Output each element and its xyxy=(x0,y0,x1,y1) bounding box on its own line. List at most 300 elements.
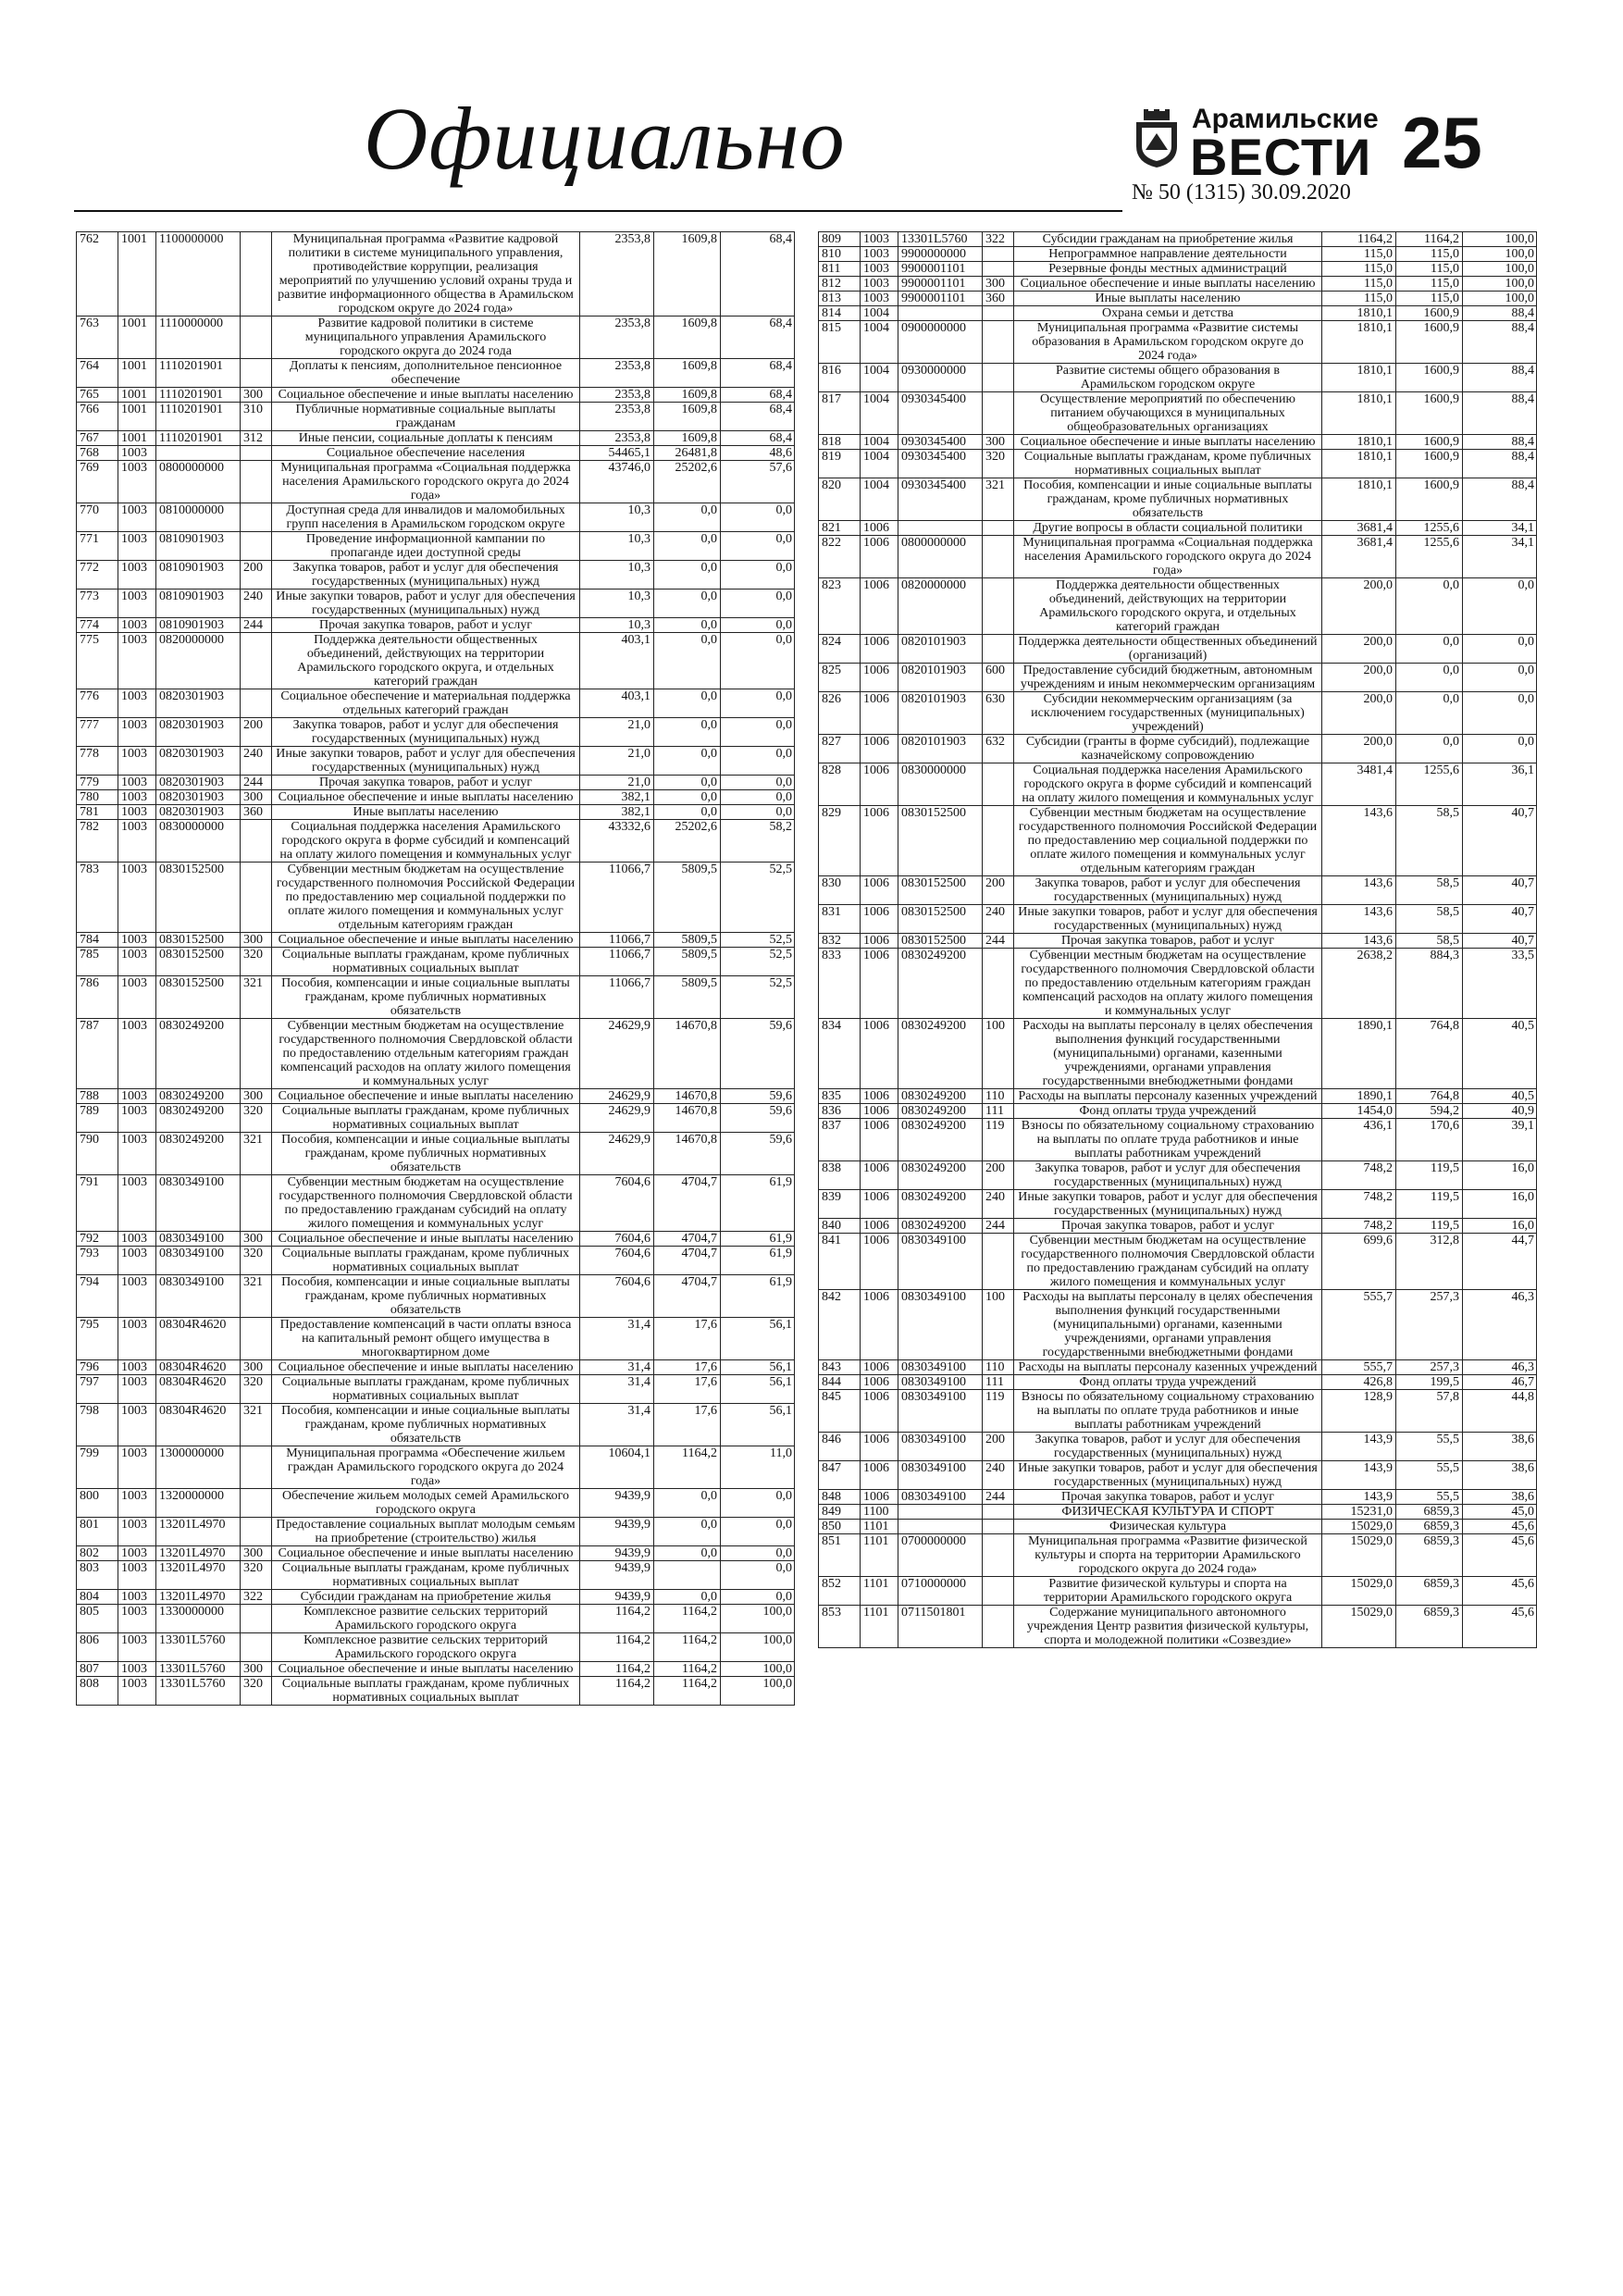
executed-amount: 1600,9 xyxy=(1396,364,1463,392)
executed-amount: 55,5 xyxy=(1396,1461,1463,1490)
planned-amount: 11066,7 xyxy=(580,976,654,1019)
expense-name: Муниципальная программа «Развитие кадровой политики в системе муниципального управления, противодействие коррупции, реализация мероприятий по улучшению условий охраны труда и развитие информационного общества в Арамильском городском округе до 2024 года» xyxy=(272,232,580,316)
table-row xyxy=(77,863,795,933)
row-number: 817 xyxy=(819,392,861,435)
executed-amount: 6859,3 xyxy=(1396,1606,1463,1648)
executed-amount: 0,0 xyxy=(1396,735,1463,763)
expense-type-code: 321 xyxy=(241,1133,272,1175)
executed-amount: 0,0 xyxy=(654,689,721,718)
row-number: 788 xyxy=(77,1089,118,1104)
target-article-code: 1110000000 xyxy=(156,316,241,359)
section-code: 1004 xyxy=(861,435,898,450)
executed-amount: 1600,9 xyxy=(1396,478,1463,521)
row-number: 823 xyxy=(819,578,861,635)
expense-name: Социальные выплаты гражданам, кроме публичных нормативных социальных выплат xyxy=(272,1247,580,1275)
expense-type-code xyxy=(983,1577,1014,1606)
expense-name: Социальная поддержка населения Арамильского городского округа в форме субсидий и компенсаций на оплату жилого помещения и коммунальных услуг xyxy=(1014,763,1322,806)
target-article-code: 0820101903 xyxy=(898,664,983,692)
expense-name: Социальное обеспечение и иные выплаты населению xyxy=(272,1662,580,1677)
row-number: 786 xyxy=(77,976,118,1019)
target-article-code: 0800000000 xyxy=(156,461,241,503)
executed-amount: 257,3 xyxy=(1396,1290,1463,1360)
section-code: 1006 xyxy=(861,1234,898,1290)
expense-name: Охрана семьи и детства xyxy=(1014,306,1322,321)
row-number: 807 xyxy=(77,1662,118,1677)
target-article-code: 0830349100 xyxy=(156,1175,241,1232)
table-row xyxy=(77,1019,795,1089)
planned-amount: 9439,9 xyxy=(580,1518,654,1546)
execution-percent: 45,6 xyxy=(1463,1534,1537,1577)
expense-type-code: 320 xyxy=(241,948,272,976)
section-code: 1006 xyxy=(861,1490,898,1505)
section-code: 1003 xyxy=(118,618,156,633)
budget-table-right xyxy=(818,231,1537,1648)
table-row xyxy=(77,1518,795,1546)
row-number: 782 xyxy=(77,820,118,863)
target-article-code: 0930345400 xyxy=(898,392,983,435)
expense-type-code xyxy=(241,532,272,561)
planned-amount: 21,0 xyxy=(580,776,654,790)
planned-amount: 403,1 xyxy=(580,689,654,718)
section-code: 1001 xyxy=(118,388,156,403)
execution-percent: 52,5 xyxy=(721,863,795,933)
logo-main-text: ВЕСТИ xyxy=(1190,128,1372,186)
expense-name: Социальная поддержка населения Арамильского городского округа в форме субсидий и компенсаций на оплату жилого помещения и коммунальных услуг xyxy=(272,820,580,863)
expense-type-code xyxy=(241,1518,272,1546)
row-number: 804 xyxy=(77,1590,118,1605)
planned-amount: 10,3 xyxy=(580,503,654,532)
table-row xyxy=(819,905,1537,934)
section-code: 1006 xyxy=(861,664,898,692)
expense-name: Пособия, компенсации и иные социальные выплаты гражданам, кроме публичных нормативных обязательств xyxy=(272,1404,580,1446)
execution-percent: 0,0 xyxy=(1463,578,1537,635)
row-number: 840 xyxy=(819,1219,861,1234)
target-article-code: 0830249200 xyxy=(898,1190,983,1219)
row-number: 769 xyxy=(77,461,118,503)
table-row xyxy=(819,1520,1537,1534)
row-number: 833 xyxy=(819,949,861,1019)
expense-name: Социальные выплаты гражданам, кроме публичных нормативных социальных выплат xyxy=(272,948,580,976)
executed-amount: 17,6 xyxy=(654,1375,721,1404)
planned-amount: 2353,8 xyxy=(580,403,654,431)
planned-amount: 2353,8 xyxy=(580,388,654,403)
executed-amount: 594,2 xyxy=(1396,1104,1463,1119)
table-row xyxy=(77,532,795,561)
executed-amount: 14670,8 xyxy=(654,1133,721,1175)
planned-amount: 143,6 xyxy=(1322,806,1396,876)
execution-percent: 56,1 xyxy=(721,1404,795,1446)
table-row xyxy=(77,1662,795,1677)
executed-amount: 119,5 xyxy=(1396,1190,1463,1219)
row-number: 846 xyxy=(819,1433,861,1461)
row-number: 787 xyxy=(77,1019,118,1089)
row-number: 847 xyxy=(819,1461,861,1490)
target-article-code: 0820301903 xyxy=(156,805,241,820)
execution-percent: 45,6 xyxy=(1463,1606,1537,1648)
table-row xyxy=(77,1633,795,1662)
execution-percent: 88,4 xyxy=(1463,364,1537,392)
planned-amount: 1810,1 xyxy=(1322,364,1396,392)
row-number: 801 xyxy=(77,1518,118,1546)
expense-name: Прочая закупка товаров, работ и услуг xyxy=(272,618,580,633)
row-number: 775 xyxy=(77,633,118,689)
execution-percent: 0,0 xyxy=(721,747,795,776)
table-row xyxy=(77,1677,795,1706)
target-article-code: 1110201901 xyxy=(156,359,241,388)
table-row xyxy=(819,876,1537,905)
target-article-code: 0830249200 xyxy=(156,1089,241,1104)
row-number: 785 xyxy=(77,948,118,976)
budget-table-left xyxy=(76,231,795,1706)
executed-amount: 26481,8 xyxy=(654,446,721,461)
executed-amount: 5809,5 xyxy=(654,976,721,1019)
execution-percent: 40,7 xyxy=(1463,934,1537,949)
expense-name: Закупка товаров, работ и услуг для обеспечения государственных (муниципальных) нужд xyxy=(1014,876,1322,905)
expense-type-code: 119 xyxy=(983,1119,1014,1161)
execution-percent: 59,6 xyxy=(721,1133,795,1175)
planned-amount: 115,0 xyxy=(1322,292,1396,306)
expense-name: Субвенции местным бюджетам на осуществление государственного полномочия Российской Федерации по предоставлению мер социальной поддержки по оплате жилого помещения и коммунальных услуг отдельным категориям граждан xyxy=(272,863,580,933)
table-row xyxy=(77,403,795,431)
executed-amount xyxy=(654,1561,721,1590)
expense-type-code: 200 xyxy=(241,561,272,590)
execution-percent: 59,6 xyxy=(721,1089,795,1104)
table-row xyxy=(77,689,795,718)
row-number: 822 xyxy=(819,536,861,578)
expense-name: Иные выплаты населению xyxy=(1014,292,1322,306)
target-article-code: 0830349100 xyxy=(898,1490,983,1505)
executed-amount: 1600,9 xyxy=(1396,450,1463,478)
table-row xyxy=(77,1232,795,1247)
execution-percent: 48,6 xyxy=(721,446,795,461)
expense-name: Социальное обеспечение и иные выплаты населению xyxy=(272,1232,580,1247)
section-title: Официально xyxy=(364,89,846,188)
section-code: 1003 xyxy=(118,1133,156,1175)
section-code: 1003 xyxy=(118,863,156,933)
executed-amount: 6859,3 xyxy=(1396,1505,1463,1520)
planned-amount: 555,7 xyxy=(1322,1360,1396,1375)
section-code: 1003 xyxy=(118,1375,156,1404)
expense-type-code: 200 xyxy=(241,718,272,747)
target-article-code: 0830349100 xyxy=(898,1461,983,1490)
expense-type-code: 244 xyxy=(983,1219,1014,1234)
target-article-code: 1110201901 xyxy=(156,431,241,446)
row-number: 773 xyxy=(77,590,118,618)
target-article-code: 13301L5760 xyxy=(156,1677,241,1706)
section-code: 1003 xyxy=(118,1247,156,1275)
expense-name: Иные выплаты населению xyxy=(272,805,580,820)
executed-amount: 115,0 xyxy=(1396,292,1463,306)
target-article-code: 1320000000 xyxy=(156,1489,241,1518)
execution-percent: 0,0 xyxy=(721,776,795,790)
executed-amount: 58,5 xyxy=(1396,806,1463,876)
section-code: 1006 xyxy=(861,1104,898,1119)
expense-name: Социальное обеспечение и иные выплаты населению xyxy=(1014,277,1322,292)
section-code: 1101 xyxy=(861,1520,898,1534)
table-row xyxy=(819,1375,1537,1390)
executed-amount: 1255,6 xyxy=(1396,763,1463,806)
executed-amount: 764,8 xyxy=(1396,1019,1463,1089)
target-article-code: 08304R4620 xyxy=(156,1404,241,1446)
execution-percent: 40,7 xyxy=(1463,876,1537,905)
planned-amount: 2353,8 xyxy=(580,232,654,316)
expense-type-code: 321 xyxy=(241,1404,272,1446)
planned-amount: 436,1 xyxy=(1322,1119,1396,1161)
planned-amount: 115,0 xyxy=(1322,247,1396,262)
target-article-code: 0830152500 xyxy=(156,976,241,1019)
executed-amount: 57,8 xyxy=(1396,1390,1463,1433)
planned-amount: 10,3 xyxy=(580,590,654,618)
expense-name: Муниципальная программа «Социальная поддержка населения Арамильского городского округа до 2024 года» xyxy=(1014,536,1322,578)
section-code: 1006 xyxy=(861,635,898,664)
section-code: 1001 xyxy=(118,359,156,388)
row-number: 831 xyxy=(819,905,861,934)
expense-type-code: 100 xyxy=(983,1290,1014,1360)
expense-type-code: 111 xyxy=(983,1104,1014,1119)
executed-amount: 5809,5 xyxy=(654,863,721,933)
expense-name: Другие вопросы в области социальной политики xyxy=(1014,521,1322,536)
target-article-code: 13301L5760 xyxy=(156,1662,241,1677)
expense-name: Комплексное развитие сельских территорий Арамильского городского округа xyxy=(272,1633,580,1662)
expense-name: Осуществление мероприятий по обеспечению питанием обучающихся в муниципальных общеобразовательных организациях xyxy=(1014,392,1322,435)
target-article-code: 0820000000 xyxy=(898,578,983,635)
execution-percent: 88,4 xyxy=(1463,435,1537,450)
header-rule xyxy=(74,210,1122,212)
planned-amount: 15231,0 xyxy=(1322,1505,1396,1520)
section-code: 1003 xyxy=(118,1089,156,1104)
table-row xyxy=(77,388,795,403)
executed-amount: 25202,6 xyxy=(654,820,721,863)
executed-amount: 0,0 xyxy=(654,590,721,618)
row-number: 777 xyxy=(77,718,118,747)
section-code: 1003 xyxy=(118,590,156,618)
target-article-code: 0830349100 xyxy=(898,1433,983,1461)
executed-amount: 115,0 xyxy=(1396,247,1463,262)
expense-name: ФИЗИЧЕСКАЯ КУЛЬТУРА И СПОРТ xyxy=(1014,1505,1322,1520)
planned-amount: 143,9 xyxy=(1322,1433,1396,1461)
expense-name: Проведение информационной кампании по пропаганде идеи доступной среды xyxy=(272,532,580,561)
planned-amount: 15029,0 xyxy=(1322,1534,1396,1577)
expense-name: Пособия, компенсации и иные социальные выплаты гражданам, кроме публичных нормативных обязательств xyxy=(272,1275,580,1318)
expense-type-code xyxy=(241,1605,272,1633)
row-number: 799 xyxy=(77,1446,118,1489)
expense-type-code: 110 xyxy=(983,1089,1014,1104)
execution-percent: 68,4 xyxy=(721,388,795,403)
executed-amount: 1609,8 xyxy=(654,359,721,388)
target-article-code: 0810000000 xyxy=(156,503,241,532)
target-article-code: 9900000000 xyxy=(898,247,983,262)
expense-name: Развитие системы общего образования в Арамильском городском округе xyxy=(1014,364,1322,392)
planned-amount: 2353,8 xyxy=(580,431,654,446)
target-article-code: 0930345400 xyxy=(898,450,983,478)
execution-percent: 33,5 xyxy=(1463,949,1537,1019)
section-code: 1006 xyxy=(861,934,898,949)
section-code: 1003 xyxy=(118,933,156,948)
planned-amount: 2353,8 xyxy=(580,359,654,388)
target-article-code: 9900001101 xyxy=(898,262,983,277)
expense-type-code: 320 xyxy=(983,450,1014,478)
execution-percent: 0,0 xyxy=(721,790,795,805)
issue-info: № 50 (1315) 30.09.2020 xyxy=(1132,180,1351,205)
execution-percent: 61,9 xyxy=(721,1175,795,1232)
expense-name: Субсидии некоммерческим организациям (за исключением государственных (муниципальных) учреждений) xyxy=(1014,692,1322,735)
table-row xyxy=(77,933,795,948)
expense-type-code: 360 xyxy=(983,292,1014,306)
execution-percent: 0,0 xyxy=(721,1489,795,1518)
table-row xyxy=(77,976,795,1019)
section-code: 1003 xyxy=(861,247,898,262)
expense-type-code: 244 xyxy=(983,1490,1014,1505)
table-row xyxy=(77,1275,795,1318)
planned-amount: 54465,1 xyxy=(580,446,654,461)
table-row xyxy=(819,1161,1537,1190)
expense-type-code xyxy=(983,578,1014,635)
expense-name: Социальное обеспечение и иные выплаты населению xyxy=(272,1546,580,1561)
expense-type-code: 322 xyxy=(983,232,1014,247)
execution-percent: 40,5 xyxy=(1463,1089,1537,1104)
executed-amount: 1255,6 xyxy=(1396,536,1463,578)
execution-percent: 52,5 xyxy=(721,948,795,976)
expense-name: Муниципальная программа «Развитие системы образования в Арамильском городском округе до 2024 года» xyxy=(1014,321,1322,364)
executed-amount: 1609,8 xyxy=(654,316,721,359)
execution-percent: 100,0 xyxy=(721,1605,795,1633)
execution-percent: 88,4 xyxy=(1463,392,1537,435)
planned-amount: 115,0 xyxy=(1322,262,1396,277)
expense-type-code: 320 xyxy=(241,1677,272,1706)
planned-amount: 1810,1 xyxy=(1322,392,1396,435)
execution-percent: 100,0 xyxy=(721,1677,795,1706)
expense-type-code xyxy=(983,1234,1014,1290)
section-code: 1006 xyxy=(861,1019,898,1089)
executed-amount: 257,3 xyxy=(1396,1360,1463,1375)
expense-name: Субвенции местным бюджетам на осуществление государственного полномочия Свердловской области по предоставлению гражданам субсидий на оплату жилого помещения и коммунальных услуг xyxy=(272,1175,580,1232)
planned-amount: 24629,9 xyxy=(580,1133,654,1175)
section-code: 1003 xyxy=(118,1232,156,1247)
section-code: 1003 xyxy=(118,1561,156,1590)
expense-name: Социальные выплаты гражданам, кроме публичных нормативных социальных выплат xyxy=(272,1104,580,1133)
row-number: 835 xyxy=(819,1089,861,1104)
executed-amount: 0,0 xyxy=(1396,578,1463,635)
planned-amount: 10,3 xyxy=(580,618,654,633)
execution-percent: 100,0 xyxy=(1463,277,1537,292)
execution-percent: 100,0 xyxy=(721,1633,795,1662)
expense-name: Доплаты к пенсиям, дополнительное пенсионное обеспечение xyxy=(272,359,580,388)
expense-type-code xyxy=(241,689,272,718)
execution-percent: 68,4 xyxy=(721,359,795,388)
execution-percent: 0,0 xyxy=(1463,692,1537,735)
expense-name: Прочая закупка товаров, работ и услуг xyxy=(1014,1219,1322,1234)
row-number: 796 xyxy=(77,1360,118,1375)
executed-amount: 115,0 xyxy=(1396,262,1463,277)
planned-amount: 9439,9 xyxy=(580,1561,654,1590)
expense-name: Социальное обеспечение и иные выплаты населению xyxy=(272,933,580,948)
row-number: 768 xyxy=(77,446,118,461)
planned-amount: 7604,6 xyxy=(580,1247,654,1275)
target-article-code: 0810901903 xyxy=(156,618,241,633)
table-row xyxy=(77,718,795,747)
target-article-code xyxy=(898,1505,983,1520)
executed-amount: 58,5 xyxy=(1396,876,1463,905)
row-number: 818 xyxy=(819,435,861,450)
planned-amount: 143,9 xyxy=(1322,1461,1396,1490)
execution-percent: 46,3 xyxy=(1463,1360,1537,1375)
section-code: 1006 xyxy=(861,1089,898,1104)
section-code: 1004 xyxy=(861,450,898,478)
target-article-code: 0830249200 xyxy=(898,949,983,1019)
row-number: 770 xyxy=(77,503,118,532)
execution-percent: 0,0 xyxy=(721,561,795,590)
section-code: 1004 xyxy=(861,364,898,392)
table-row xyxy=(77,431,795,446)
target-article-code: 08304R4620 xyxy=(156,1360,241,1375)
target-article-code: 0830249200 xyxy=(156,1133,241,1175)
section-code: 1006 xyxy=(861,1119,898,1161)
expense-type-code xyxy=(241,1446,272,1489)
row-number: 849 xyxy=(819,1505,861,1520)
planned-amount: 1810,1 xyxy=(1322,450,1396,478)
page-header xyxy=(0,0,1623,231)
planned-amount: 31,4 xyxy=(580,1360,654,1375)
section-code: 1003 xyxy=(861,292,898,306)
expense-type-code xyxy=(983,949,1014,1019)
execution-percent: 68,4 xyxy=(721,316,795,359)
expense-name: Предоставление социальных выплат молодым семьям на приобретение (строительство) жилья xyxy=(272,1518,580,1546)
row-number: 841 xyxy=(819,1234,861,1290)
section-code: 1006 xyxy=(861,1161,898,1190)
target-article-code: 13201L4970 xyxy=(156,1546,241,1561)
section-code: 1003 xyxy=(118,1318,156,1360)
expense-name: Муниципальная программа «Социальная поддержка населения Арамильского городского округа до 2024 года» xyxy=(272,461,580,503)
section-code: 1003 xyxy=(118,1605,156,1633)
table-row xyxy=(77,1605,795,1633)
expense-type-code xyxy=(983,1606,1014,1648)
section-code: 1003 xyxy=(118,532,156,561)
table-row xyxy=(819,635,1537,664)
expense-name: Социальное обеспечение и иные выплаты населению xyxy=(272,1089,580,1104)
table-row xyxy=(819,1119,1537,1161)
target-article-code: 0830349100 xyxy=(898,1290,983,1360)
table-row xyxy=(819,763,1537,806)
expense-type-code xyxy=(983,247,1014,262)
table-row xyxy=(77,561,795,590)
section-code: 1006 xyxy=(861,1219,898,1234)
row-number: 789 xyxy=(77,1104,118,1133)
row-number: 805 xyxy=(77,1605,118,1633)
executed-amount: 17,6 xyxy=(654,1318,721,1360)
section-code: 1006 xyxy=(861,1360,898,1375)
target-article-code: 1110201901 xyxy=(156,403,241,431)
planned-amount: 115,0 xyxy=(1322,277,1396,292)
expense-type-code: 244 xyxy=(241,618,272,633)
planned-amount: 24629,9 xyxy=(580,1019,654,1089)
planned-amount: 3681,4 xyxy=(1322,521,1396,536)
row-number: 811 xyxy=(819,262,861,277)
expense-name: Субвенции местным бюджетам на осуществление государственного полномочия Свердловской области по предоставлению гражданам субсидий на оплату жилого помещения и коммунальных услуг xyxy=(1014,1234,1322,1290)
row-number: 766 xyxy=(77,403,118,431)
section-code: 1003 xyxy=(118,1546,156,1561)
expense-name: Иные закупки товаров, работ и услуг для обеспечения государственных (муниципальных) нужд xyxy=(272,590,580,618)
expense-name: Закупка товаров, работ и услуг для обеспечения государственных (муниципальных) нужд xyxy=(1014,1433,1322,1461)
executed-amount: 17,6 xyxy=(654,1404,721,1446)
expense-name: Расходы на выплаты персоналу казенных учреждений xyxy=(1014,1089,1322,1104)
planned-amount: 43332,6 xyxy=(580,820,654,863)
table-row xyxy=(819,262,1537,277)
expense-name: Развитие кадровой политики в системе муниципального управления Арамильского городского округа до 2024 года xyxy=(272,316,580,359)
row-number: 830 xyxy=(819,876,861,905)
expense-type-code: 630 xyxy=(983,692,1014,735)
row-number: 839 xyxy=(819,1190,861,1219)
row-number: 779 xyxy=(77,776,118,790)
